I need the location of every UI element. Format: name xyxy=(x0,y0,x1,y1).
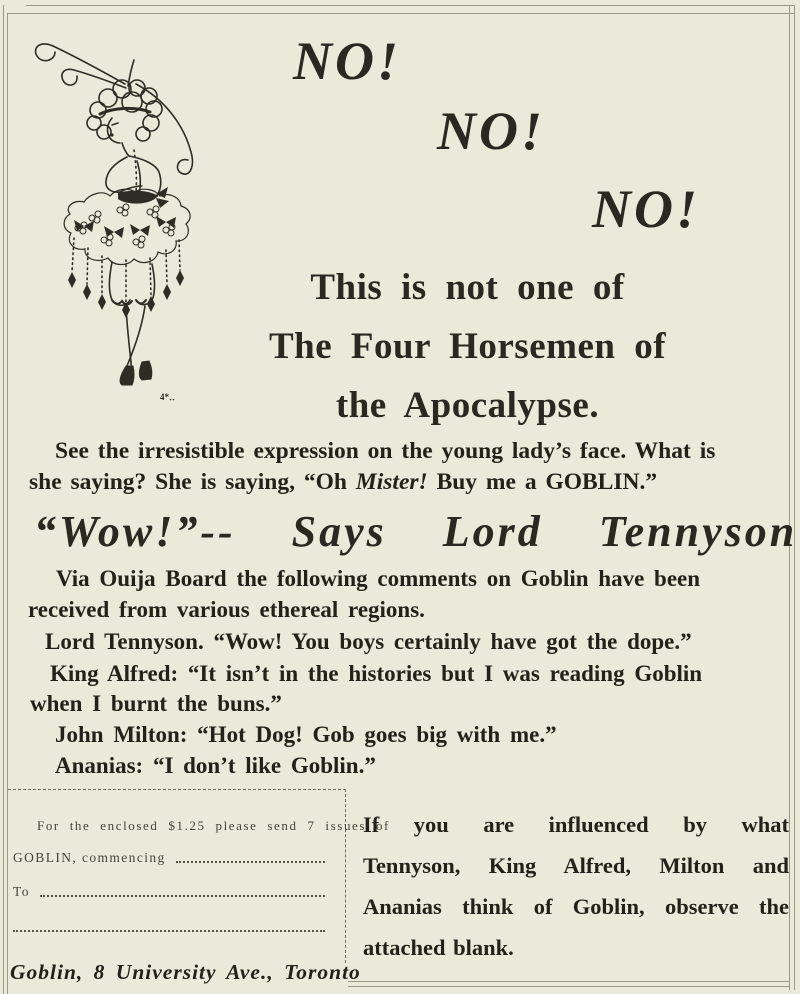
subhead-line-3: the Apocalypse. xyxy=(335,385,600,426)
lead-line-1: See the irresistible expression on the young lady’s face. What is xyxy=(55,438,716,464)
subhead xyxy=(185,258,750,435)
coupon-cut-line-horizontal xyxy=(8,789,346,790)
closing-line-3: Ananias think of Goblin, observe the xyxy=(363,894,789,919)
lead-line-2-pre: she saying? She is saying, “Oh xyxy=(29,469,356,495)
lead-line-2-italic: Mister! xyxy=(355,469,428,495)
artist-signature: 4*‥ xyxy=(160,392,176,402)
coupon-to-row xyxy=(13,884,325,900)
coupon-to-blank xyxy=(40,895,325,897)
quote-tennyson: Lord Tennyson. “Wow! You boys certainly have got the dope.” xyxy=(45,629,692,654)
quotes-intro-line-1: Via Ouija Board the following comments on Goblin have been xyxy=(56,566,701,591)
quotes-intro-line-2: received from various ethereal regions. xyxy=(28,597,425,622)
right-rule-outer xyxy=(789,5,790,990)
closing-line-1: If you are influenced by what xyxy=(363,812,789,837)
quote-alfred-line-2: when I burnt the buns.” xyxy=(30,691,282,716)
coupon-commencing-blank xyxy=(176,861,325,863)
closing-paragraph xyxy=(363,804,789,968)
closing-line-2: Tennyson, King Alfred, Milton and xyxy=(363,853,789,878)
quote-alfred-line-1: King Alfred: “It isn’t in the histories but I was reading Goblin xyxy=(50,661,703,686)
lead-line-2-post: Buy me a GOBLIN.” xyxy=(427,469,658,495)
coupon-address-blank xyxy=(13,930,325,932)
plume-curl-1 xyxy=(35,44,125,84)
no-headline-2: NO! xyxy=(437,101,546,161)
lead-line-2 xyxy=(29,469,657,496)
bottom-right-rule-inner xyxy=(348,986,790,987)
left-rule-outer xyxy=(3,5,4,994)
quote-ananias: Ananias: “I don’t like Goblin.” xyxy=(55,753,376,778)
closing-line-4: attached blank. xyxy=(363,935,514,960)
top-rule-inner xyxy=(8,13,794,14)
quote-milton: John Milton: “Hot Dog! Gob goes big with me.” xyxy=(55,722,557,747)
right-rule-inner xyxy=(794,5,795,990)
publisher-address: Goblin, 8 University Ave., Toronto xyxy=(10,960,361,984)
no-headline-3: NO! xyxy=(592,179,701,239)
coupon-cut-line-vertical xyxy=(345,789,346,963)
coupon-to-label: To xyxy=(13,884,30,899)
coupon-commencing-row xyxy=(13,850,325,866)
subhead-line-2: The Four Horsemen of xyxy=(268,326,667,367)
coupon-commencing-label: GOBLIN, commencing xyxy=(13,850,166,865)
coupon-offer-text: For the enclosed $1.25 please send 7 issues of xyxy=(37,818,390,833)
no-headline-1: NO! xyxy=(293,31,402,91)
top-rule-outer xyxy=(26,5,795,6)
bottom-right-rule-outer xyxy=(348,981,790,982)
subhead-line-1: This is not one of xyxy=(310,267,625,308)
wow-headline: “Wow!”-- Says Lord Tennyson xyxy=(34,507,798,556)
